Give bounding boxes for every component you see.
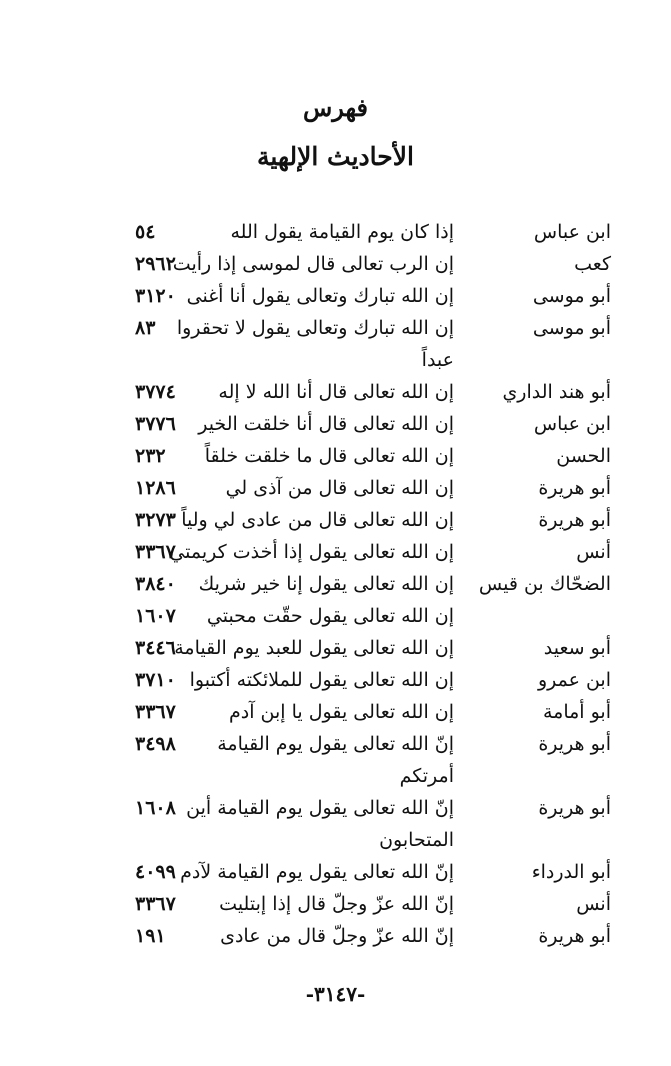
hadith-text: إن الله تعالى قال من آذى لي: [225, 477, 454, 499]
hadith-text: إنّ الله تعالى يقول يوم القيامة لآدم: [180, 861, 454, 883]
narrator: أبو هند الداري: [502, 381, 611, 403]
narrator: ابن عباس: [533, 221, 611, 243]
hadith-number: ١٦٠٨: [135, 797, 176, 819]
index-row: [0, 600, 671, 632]
index-row: [0, 664, 671, 696]
index-row: [0, 248, 671, 280]
index-row: [0, 376, 671, 408]
hadith-text: إن الله تعالى يقول يا إبن آدم: [228, 701, 454, 723]
hadith-number: ١٢٨٦: [135, 477, 176, 499]
hadith-text: إذا كان يوم القيامة يقول الله: [230, 221, 454, 243]
hadith-number: ٣٧٧٤: [135, 381, 176, 403]
hadith-text: إن الله تعالى يقول للملائكته أكتبوا: [189, 669, 454, 691]
hadith-text-continuation: عبداً: [421, 349, 454, 371]
index-row: [0, 888, 671, 920]
page-subtitle: الأحاديث الإلهية: [257, 142, 414, 171]
hadith-number: ٣١٢٠: [135, 285, 176, 307]
narrator: الضحّاك بن قيس: [478, 573, 611, 595]
hadith-text: إن الله تعالى يقول حقّت محبتي: [206, 605, 454, 627]
index-row: [0, 856, 671, 888]
hadith-text: إنّ الله تعالى يقول يوم القيامة أين: [186, 797, 454, 819]
index-row: [0, 408, 671, 440]
hadith-number: ٣٣٦٧: [135, 541, 176, 563]
hadith-text: إن الله تعالى يقول إنا خير شريك: [198, 573, 454, 595]
hadith-number: ١٩١: [135, 925, 166, 947]
hadith-number: ٣٤٩٨: [135, 733, 176, 755]
hadith-number: ٨٣: [135, 317, 156, 339]
narrator: كعب: [574, 253, 611, 275]
narrator: أبو سعيد: [543, 637, 611, 659]
hadith-number: ٥٤: [135, 221, 156, 243]
index-table: [0, 216, 671, 952]
hadith-text: إنّ الله عزّ وجلّ قال إذا إبتليت: [219, 893, 454, 915]
hadith-number: ٢٣٢: [135, 445, 166, 467]
hadith-text-continuation: أمرتكم: [399, 765, 454, 787]
hadith-text: إن الله تعالى قال أنا خلقت الخير: [198, 413, 454, 435]
narrator: أبو هريرة: [538, 925, 611, 947]
hadith-number: ٣٨٤٠: [135, 573, 176, 595]
index-row: [0, 472, 671, 504]
narrator: الحسن: [556, 445, 611, 467]
hadith-text: إنّ الله عزّ وجلّ قال من عادى: [220, 925, 454, 947]
narrator: أبو هريرة: [538, 509, 611, 531]
hadith-text: إن الله تعالى يقول للعبد يوم القيامة: [174, 637, 454, 659]
index-row: [0, 312, 671, 376]
narrator: أبو موسى: [532, 285, 611, 307]
narrator: ابن عباس: [533, 413, 611, 435]
index-row: [0, 632, 671, 664]
hadith-number: ٣٧١٠: [135, 669, 176, 691]
index-row: [0, 728, 671, 792]
index-row: [0, 920, 671, 952]
narrator: أبو موسى: [532, 317, 611, 339]
narrator: أبو هريرة: [538, 477, 611, 499]
narrator: أبو هريرة: [538, 797, 611, 819]
narrator: أنس: [576, 893, 611, 915]
page-number: -٣١٤٧-: [305, 982, 366, 1006]
hadith-number: ٣٣٦٧: [135, 701, 176, 723]
index-row: [0, 280, 671, 312]
index-row: [0, 440, 671, 472]
hadith-text: إن الله تعالى قال أنا الله لا إله: [218, 381, 454, 403]
hadith-number: ٣٤٤٦: [135, 637, 176, 659]
narrator: أبو هريرة: [538, 733, 611, 755]
index-row: [0, 504, 671, 536]
index-row: [0, 696, 671, 728]
hadith-text: إنّ الله تعالى يقول يوم القيامة: [217, 733, 454, 755]
index-row: [0, 216, 671, 248]
page-title: فهرس: [302, 93, 369, 122]
hadith-text: إن الله تعالى قال ما خلقت خلقاً: [204, 445, 454, 467]
narrator: أنس: [576, 541, 611, 563]
hadith-text: إن الله تبارك وتعالى يقول أنا أغنى: [186, 285, 454, 307]
hadith-number: ٢٩٦٢: [135, 253, 176, 275]
hadith-text: إن الله تعالى يقول إذا أخذت كريمتي: [169, 541, 454, 563]
index-row: [0, 792, 671, 856]
hadith-text-continuation: المتحابون: [379, 829, 454, 851]
hadith-number: ٣٢٧٣: [135, 509, 176, 531]
hadith-number: ١٦٠٧: [135, 605, 176, 627]
narrator: أبو الدرداء: [531, 861, 611, 883]
narrator: أبو أمامة: [542, 701, 611, 723]
hadith-number: ٣٧٧٦: [135, 413, 176, 435]
narrator: ابن عمرو: [537, 669, 611, 691]
hadith-number: ٤٠٩٩: [135, 861, 176, 883]
hadith-number: ٣٣٦٧: [135, 893, 176, 915]
index-row: [0, 536, 671, 568]
hadith-text: إن الله تبارك وتعالى يقول لا تحقروا: [176, 317, 454, 339]
hadith-text: إن الله تعالى قال من عادى لي ولياً: [181, 509, 454, 531]
hadith-text: إن الرب تعالى قال لموسى إذا رأيت: [172, 253, 454, 275]
index-row: [0, 568, 671, 600]
